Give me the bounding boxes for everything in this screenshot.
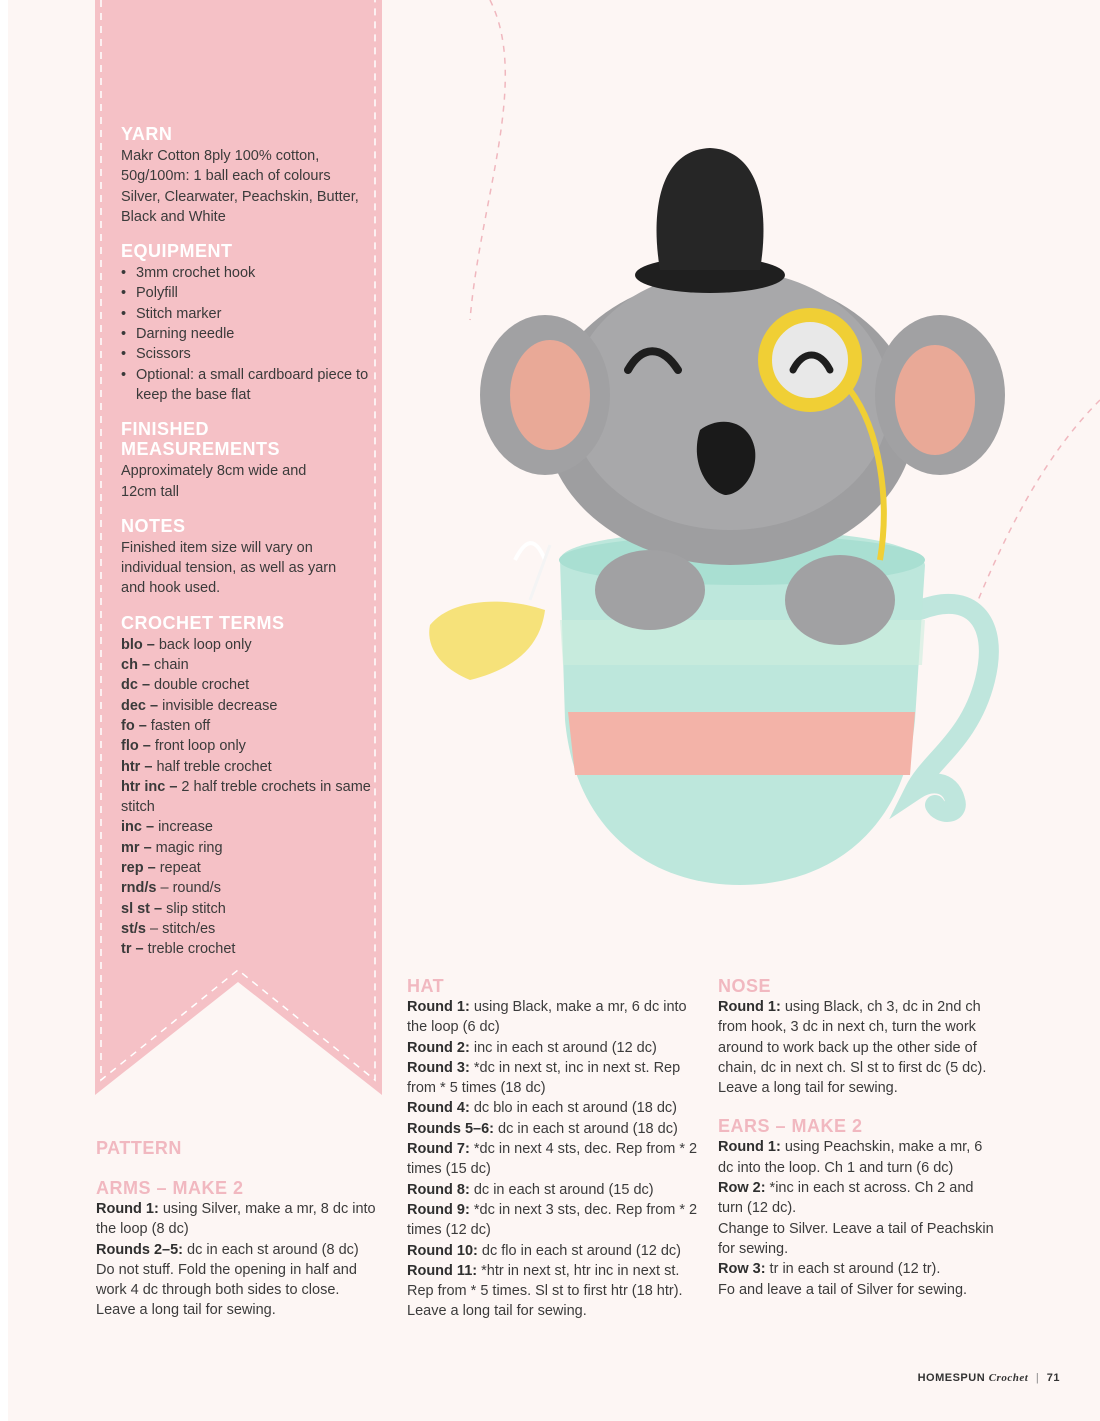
instruction-label: Row 2: [718, 1180, 766, 1197]
equipment-heading: EQUIPMENT [121, 241, 233, 262]
notes-heading: NOTES [121, 515, 186, 536]
term-abbr: htr – [121, 758, 153, 775]
list-item: • Scissors [121, 344, 371, 364]
instruction-row [407, 1261, 699, 1302]
list-item: • Stitch marker [121, 304, 371, 324]
instruction-text: *inc in each st across. Ch 2 and turn (12 dc). [718, 1180, 974, 1217]
koala-teacup-illustration [410, 0, 1100, 960]
term-item [121, 655, 371, 675]
list-item: • Darning needle [121, 324, 371, 344]
pattern-column-middle [407, 976, 699, 1322]
term-item [121, 919, 371, 939]
term-item [121, 939, 371, 959]
notes-text: Finished item size will vary on individual tension, as well as yarn and hook used. [121, 539, 337, 597]
instruction-text: Leave a long tail for sewing. [718, 1080, 898, 1097]
footer-magazine: Crochet [988, 1372, 1029, 1384]
term-definition: increase [154, 819, 213, 836]
nose-instructions [718, 997, 1000, 1098]
instruction-row [718, 997, 1000, 1078]
nose-heading: NOSE [718, 976, 772, 996]
instruction-text: dc in each st around (8 dc) [183, 1241, 359, 1258]
term-definition: front loop only [150, 738, 246, 755]
instruction-label: Round 9: [407, 1201, 470, 1218]
term-abbr: inc – [121, 819, 155, 836]
instruction-row [96, 1260, 376, 1321]
arms-heading: ARMS – MAKE 2 [96, 1178, 244, 1198]
instruction-row [407, 1200, 699, 1241]
instruction-text: using Peachskin, make a mr, 6 dc into the loop. Ch 1 and turn (6 dc) [718, 1139, 983, 1176]
terms-section [121, 613, 371, 960]
instruction-row [718, 1178, 1000, 1219]
instruction-label: Round 1: [407, 999, 470, 1015]
list-item: • Optional: a small cardboard piece to keep the base flat [121, 365, 371, 406]
page-number: 71 [1046, 1372, 1060, 1384]
instruction-text: dc in each st around (18 dc) [494, 1120, 678, 1137]
instruction-label: Round 1: [718, 1139, 781, 1156]
term-abbr: rep – [121, 860, 156, 877]
instruction-row [718, 1219, 1000, 1260]
term-definition: 2 half treble crochets in same stitch [121, 778, 371, 816]
yarn-text: Makr Cotton 8ply 100% cotton, 50g/100m: 1 ball each of colours Silver, Clearwater, Peachskin, Butter, Black and White [121, 148, 359, 225]
instruction-label: Round 1: [718, 999, 781, 1015]
instruction-label: Round 1: [96, 1201, 159, 1217]
list-item: • Polyfill [121, 283, 371, 303]
footer-brand: HOMESPUN [917, 1372, 986, 1384]
term-definition: repeat [155, 860, 201, 877]
term-item [121, 736, 371, 756]
term-definition: magic ring [151, 839, 223, 856]
instruction-text: *dc in next 4 sts, dec. Rep from * 2 times (15 dc) [407, 1141, 698, 1178]
term-item [121, 899, 371, 919]
term-definition: invisible decrease [158, 697, 278, 714]
instruction-text: using Black, ch 3, dc in 2nd ch from hook, 3 dc in next ch, turn the work around to work back up the other side of chain, dc in next ch. Sl st to first dc (5 dc). [718, 999, 987, 1076]
hat-heading: HAT [407, 976, 445, 996]
term-abbr: fo – [121, 717, 147, 734]
term-abbr: dec – [121, 697, 159, 714]
instruction-label: Row 3: [718, 1261, 766, 1278]
instruction-text: Do not stuff. Fold the opening in half and work 4 dc through both sides to close. Leave a long tail for sewing. [96, 1261, 357, 1319]
instruction-label: Round 11: [407, 1262, 478, 1279]
instruction-label: Round 8: [407, 1181, 470, 1198]
footer-separator: | [1035, 1372, 1040, 1384]
instruction-text: Fo and leave a tail of Silver for sewing. [718, 1281, 968, 1298]
ears-heading: EARS – MAKE 2 [718, 1116, 863, 1137]
instruction-row [96, 1199, 376, 1240]
term-abbr: ch – [121, 657, 151, 674]
term-abbr: flo – [121, 738, 151, 755]
instruction-label: Round 10: [407, 1242, 478, 1259]
term-abbr: htr inc – [121, 778, 178, 795]
term-definition: slip stitch [162, 900, 226, 917]
instruction-text: inc in each st around (12 dc) [469, 1039, 657, 1056]
instruction-text: dc blo in each st around (18 dc) [469, 1100, 677, 1117]
term-abbr: blo – [121, 636, 155, 653]
term-abbr: dc – [121, 677, 151, 694]
term-definition: fasten off [146, 717, 211, 734]
measurements-heading: FINISHED MEASUREMENTS [121, 419, 281, 460]
measurements-section [121, 419, 371, 502]
instruction-row [407, 1119, 699, 1139]
term-definition: back loop only [154, 636, 252, 653]
instruction-row [407, 1301, 699, 1321]
instruction-row [718, 1137, 1000, 1178]
instruction-label: Rounds 5–6: [407, 1120, 495, 1137]
terms-heading: CROCHET TERMS [121, 612, 285, 633]
term-abbr: sl st – [121, 900, 163, 917]
instruction-text: Change to Silver. Leave a tail of Peachskin for sewing. [718, 1220, 994, 1257]
term-abbr: tr – [121, 941, 144, 958]
instruction-text: using Silver, make a mr, 8 dc into the loop (8 dc) [96, 1201, 376, 1238]
arms-instructions [96, 1199, 376, 1321]
term-item [121, 777, 371, 818]
term-item [121, 696, 371, 716]
equipment-section [121, 241, 371, 405]
instruction-label: Round 2: [407, 1039, 470, 1056]
term-item [121, 716, 371, 736]
term-definition: – stitch/es [146, 920, 216, 937]
instruction-row [718, 1078, 1000, 1098]
instruction-row [407, 1058, 699, 1099]
term-definition: – round/s [156, 880, 221, 897]
instruction-row [718, 1280, 1000, 1300]
page-edge [0, 0, 8, 1421]
instruction-label: Round 4: [407, 1100, 470, 1117]
term-item [121, 838, 371, 858]
instruction-row [407, 1098, 699, 1118]
term-item [121, 878, 371, 898]
measurements-text: Approximately 8cm wide and 12cm tall [121, 463, 307, 500]
ears-instructions [718, 1137, 1000, 1299]
instruction-label: Round 7: [407, 1141, 470, 1158]
term-definition: double crochet [150, 677, 250, 694]
terms-list [121, 635, 371, 960]
instruction-row [718, 1259, 1000, 1279]
instruction-text: *dc in next 3 sts, dec. Rep from * 2 times (12 dc) [407, 1201, 698, 1239]
pattern-column-left [96, 1138, 376, 1321]
instruction-row [407, 997, 699, 1038]
instruction-row [407, 1241, 699, 1261]
list-item: • 3mm crochet hook [121, 263, 371, 283]
hat-instructions [407, 997, 699, 1322]
instruction-text: dc in each st around (15 dc) [469, 1181, 654, 1198]
term-abbr: st/s [121, 920, 146, 937]
instruction-label: Round 3: [407, 1059, 470, 1076]
instruction-text: dc flo in each st around (12 dc) [477, 1242, 682, 1259]
instruction-text: tr in each st around (12 tr). [765, 1261, 941, 1278]
equipment-list [121, 263, 371, 405]
term-abbr: mr – [121, 839, 152, 856]
product-photo [410, 0, 1100, 960]
instruction-row [407, 1139, 699, 1180]
info-ribbon [95, 0, 382, 1095]
notes-section [121, 516, 371, 599]
pattern-column-right [718, 976, 1000, 1300]
instruction-label: Rounds 2–5: [96, 1241, 184, 1258]
term-item [121, 675, 371, 695]
yarn-heading: YARN [121, 124, 173, 144]
term-definition: treble crochet [143, 941, 236, 958]
instruction-text: *dc in next st, inc in next st. Rep from * 5 times (18 dc) [407, 1059, 681, 1097]
instruction-text: Leave a long tail for sewing. [407, 1303, 587, 1320]
instruction-text: using Black, make a mr, 6 dc into the loop (6 dc) [407, 999, 687, 1036]
term-item [121, 817, 371, 837]
term-item [121, 757, 371, 777]
instruction-row [96, 1240, 376, 1260]
yarn-section [121, 124, 371, 227]
instruction-row [407, 1038, 699, 1058]
term-item [121, 635, 371, 655]
instruction-text: *htr in next st, htr inc in next st. Rep from * 5 times. Sl st to first htr (18 htr). [407, 1262, 683, 1300]
term-abbr: rnd/s [121, 880, 157, 897]
pattern-heading: PATTERN [96, 1138, 182, 1158]
instruction-row [407, 1180, 699, 1200]
term-item [121, 858, 371, 878]
term-definition: chain [150, 657, 189, 674]
term-definition: half treble crochet [152, 758, 272, 775]
page-footer [918, 1372, 1060, 1384]
